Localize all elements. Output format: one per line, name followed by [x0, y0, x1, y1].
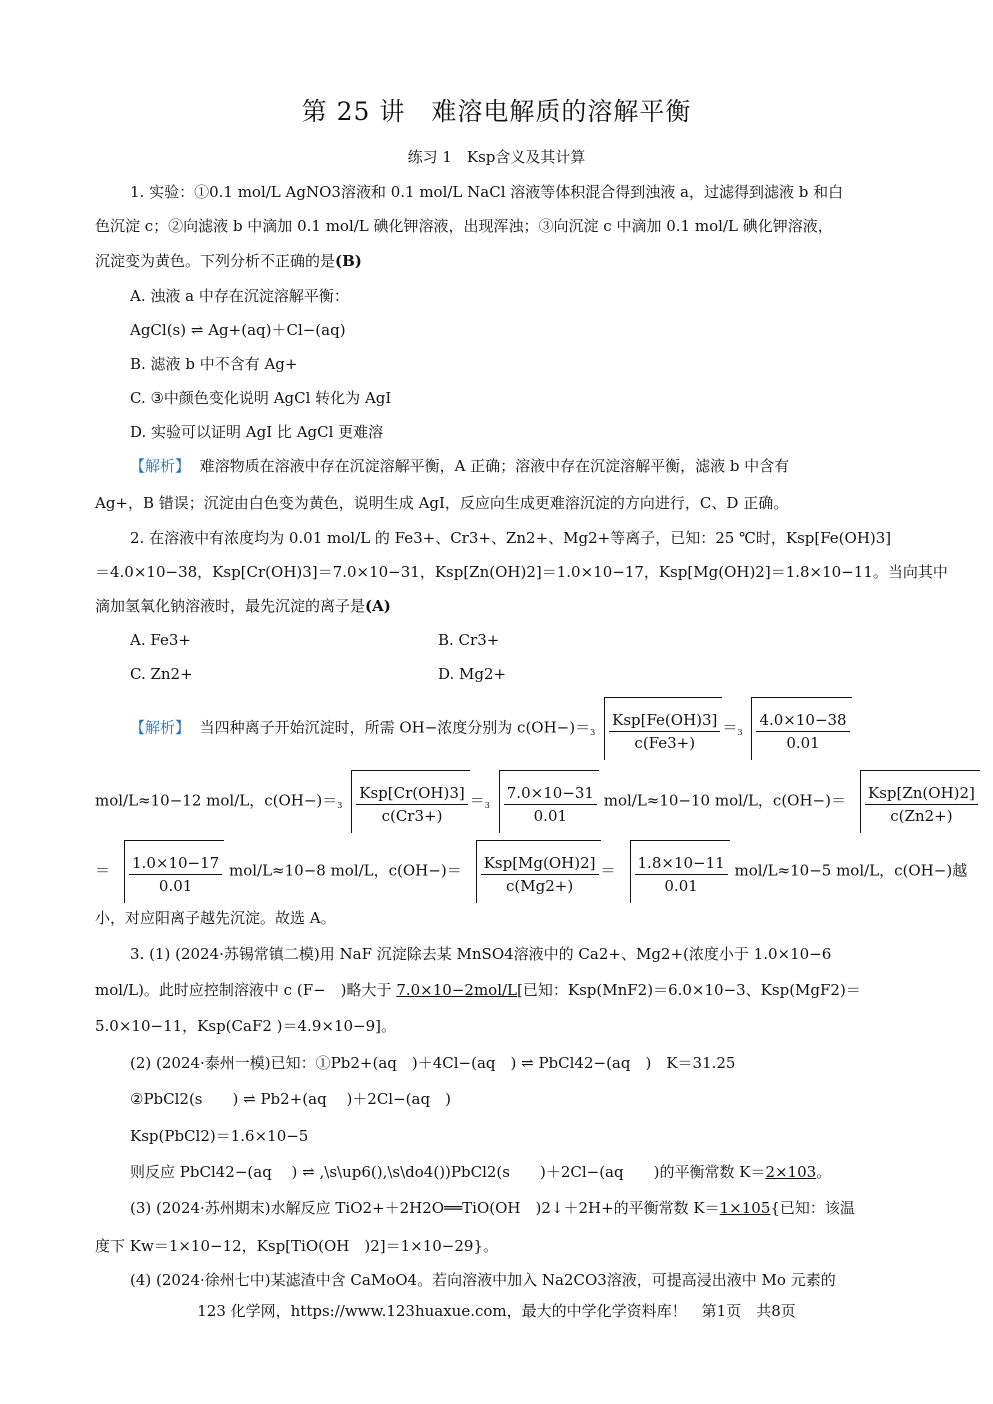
sqrt-mg-value — [616, 840, 730, 903]
cube-root-4: 3 $\frac{7.0\times 10-31}{0.01}$ — [485, 770, 599, 833]
fraction-mg-value: $\frac{1.8\times 10-11}{0.01}$ — [635, 852, 728, 897]
page-title: 第 25 讲 难溶电解质的溶解平衡 — [301, 97, 692, 126]
fraction-cr: $\frac{\text{Ksp[Cr(OH)3]}}{c(Cr3+)}$ — [356, 782, 467, 827]
fraction-mg: $\frac{\text{Ksp[Mg(OH)2]}}{c(Mg2+)}$ — [481, 852, 599, 897]
cube-root-3: 3 $\frac{\text{Ksp[Cr(OH)3]}}{c(Cr3+)}$ — [337, 770, 469, 833]
q1-option-a-2: AgCl(s) ⇌ Ag+(aq)＋Cl−(aq) — [130, 321, 346, 339]
fraction-zn: $\frac{\text{Ksp[Zn(OH)2]}}{c(Zn2+)}$ — [865, 782, 978, 827]
q2-line-3 — [95, 596, 900, 616]
q1-option-a-1: A. 浊液 a 中存在沉淀溶解平衡： — [130, 287, 349, 305]
sqrt-mg — [462, 840, 601, 903]
q3-part1-line-2: mol/L)。此时应控制溶液中 c (F− )略大于 7.0×10−2mol/L[已知：Ksp(MnF2)＝6.0×10−3、Ksp(MgF2)＝ — [95, 981, 861, 999]
cube-root-1: 3 $\frac{\text{Ksp[Fe(OH)3]}}{c(Fe3+)}$ — [590, 697, 722, 760]
q2-line-2: ＝4.0×10−38，Ksp[Cr(OH)3]＝7.0×10−31，Ksp[Zn(OH)2]＝1.0×10−17，Ksp[Mg(OH)2]＝1.8×10−11。当向其中 — [95, 563, 948, 581]
q1-analysis-2: Ag+，B 错误；沉淀由白色变为黄色，说明生成 AgI，反应向生成更难溶沉淀的方向进行，C、D 正确。 — [95, 494, 789, 512]
q3-part2-line-2: ②PbCl2(s ) ⇌ Pb2+(aq )＋2Cl−(aq ) — [130, 1090, 451, 1108]
q1-option-b: B. 滤液 b 中不含有 Ag+ — [130, 355, 298, 373]
q2-analysis-1: 【解析】 当四种离子开始沉淀时，所需 OH−浓度分别为 c(OH−)＝ 3 $\frac{\text{Ksp[Fe(OH)3]}}{c(Fe3+)}$ ＝ 3 $\frac{4.0\times 10-38}{0.01}$ — [130, 697, 900, 757]
q2-line-1: 2. 在溶液中有浓度均为 0.01 mol/L 的 Fe3+、Cr3+、Zn2+、Mg2+等离子，已知：25 ℃时，Ksp[Fe(OH)3] — [130, 529, 892, 547]
fraction-fe: $\frac{\text{Ksp[Fe(OH)3]}}{c(Fe3+)}$ — [609, 709, 720, 754]
q1-stem-end: 沉淀变为黄色。下列分析不正确的是 — [95, 252, 336, 270]
sqrt-zn-value — [110, 840, 224, 903]
q3-part2-line-1: (2) (2024·泰州一模)已知：①Pb2+(aq )＋4Cl−(aq ) ⇌ PbCl42−(aq ) K＝31.25 — [130, 1054, 736, 1072]
section-subtitle: 练习 1 Ksp含义及其计算 — [407, 148, 586, 166]
q3-part2-line-3: Ksp(PbCl2)＝1.6×10−5 — [130, 1127, 309, 1145]
q3-part1-line-1: 3. (1) (2024·苏锡常镇二模)用 NaF 沉淀除去某 MnSO4溶液中的 Ca2+、Mg2+(浓度小于 1.0×10−6 — [130, 945, 832, 963]
q2-stem-end: 滴加氢氧化钠溶液时，最先沉淀的离子是 — [95, 597, 366, 615]
q2-analysis-tag: 【解析】 — [130, 718, 191, 737]
q2-option-c: C. Zn2+ — [130, 665, 193, 683]
fraction-fe-value: $\frac{4.0\times 10-38}{0.01}$ — [756, 709, 849, 754]
q3-part2-line-4: 则反应 PbCl42−(aq ) ⇌ ,\s\up6(),\s\do4())PbCl2(s )＋2Cl−(aq )的平衡常数 K＝2×103。 — [130, 1163, 832, 1181]
fraction-zn-value: $\frac{1.0\times 10-17}{0.01}$ — [129, 852, 222, 897]
q3-part3-answer: 1×105 — [719, 1199, 771, 1217]
q1-analysis-1 — [130, 456, 900, 476]
q2-option-b: B. Cr3+ — [438, 631, 500, 649]
q3-part3-line-1: (3) (2024·苏州期末)水解反应 TiO2+＋2H2O══TiO(OH )2↓＋2H+的平衡常数 K＝1×105{已知：该温 — [130, 1199, 855, 1217]
q3-part4-line-1: (4) (2024·徐州七中)某滤渣中含 CaMoO4。若向溶液中加入 Na2CO3溶液，可提高浸出液中 Mo 元素的 — [130, 1271, 836, 1289]
q1-analysis-text: 难溶物质在溶液中存在沉淀溶解平衡，A 正确；溶液中存在沉淀溶解平衡，滤液 b 中含有 — [199, 457, 790, 475]
q2-analysis-2: mol/L≈10−12 mol/L，c(OH−)＝ 3 $\frac{\text{Ksp[Cr(OH)3]}}{c(Cr3+)}$ ＝ 3 $\frac{7.0\times 10-31}{0.01}$ mol/L≈10−10 mol/L，c(OH−)＝ $\frac{\text{Ksp[Zn(OH)2]}}{c(Zn2+)}$ — [95, 770, 900, 830]
q1-line-3 — [95, 251, 900, 271]
q1-line-2: 色沉淀 c；②向滤液 b 中滴加 0.1 mol/L 碘化钾溶液，出现浑浊；③向沉淀 c 中滴加 0.1 mol/L 碘化钾溶液， — [95, 217, 833, 235]
q2-analysis-end: 小，对应阳离子越先沉淀。故选 A。 — [95, 909, 336, 927]
q2-answer: (A) — [365, 597, 391, 615]
q1-answer: (B) — [335, 252, 362, 270]
q2-analysis-intro: 当四种离子开始沉淀时，所需 OH−浓度分别为 c(OH−)＝ — [199, 718, 591, 737]
q1-analysis-tag: 【解析】 — [130, 457, 191, 475]
q3-part2-answer: 2×103 — [765, 1163, 817, 1181]
fraction-cr-value: $\frac{7.0\times 10-31}{0.01}$ — [504, 782, 597, 827]
q2-option-a: A. Fe3+ — [130, 631, 191, 649]
q1-line-1: 1. 实验：①0.1 mol/L AgNO3溶液和 0.1 mol/L NaCl 溶液等体积混合得到浊液 a，过滤得到滤液 b 和白 — [130, 183, 844, 201]
q1-option-d: D. 实验可以证明 AgI 比 AgCl 更难溶 — [130, 423, 384, 441]
q2-analysis-3: ＝ $\frac{1.0\times 10-17}{0.01}$ mol/L≈10−8 mol/L，c(OH−)＝ $\frac{\text{Ksp[Mg(OH)2]}}{c(Mg2+)}$ ＝ $\frac{1.8\times 10-11}{0.01}$ mol/L≈10−5 mol/L，c(OH−)越 — [95, 840, 900, 900]
q3-part1-answer: 7.0×10−2mol/L — [396, 981, 518, 999]
q2-option-d: D. Mg2+ — [438, 665, 507, 683]
cube-root-2: 3 $\frac{4.0\times 10-38}{0.01}$ — [737, 697, 851, 760]
q3-part1-line-3: 5.0×10−11，Ksp(CaF2 )＝4.9×10−9]。 — [95, 1017, 396, 1035]
sqrt-zn — [846, 770, 980, 833]
q3-part3-line-2: 度下 Kw＝1×10−12，Ksp[TiO(OH )2]＝1×10−29}。 — [95, 1237, 499, 1255]
q1-option-c: C. ③中颜色变化说明 AgCl 转化为 AgI — [130, 389, 392, 407]
page-footer: 123 化学网，https://www.123huaxue.com，最大的中学化学资料库！ 第1页 共8页 — [197, 1302, 796, 1320]
